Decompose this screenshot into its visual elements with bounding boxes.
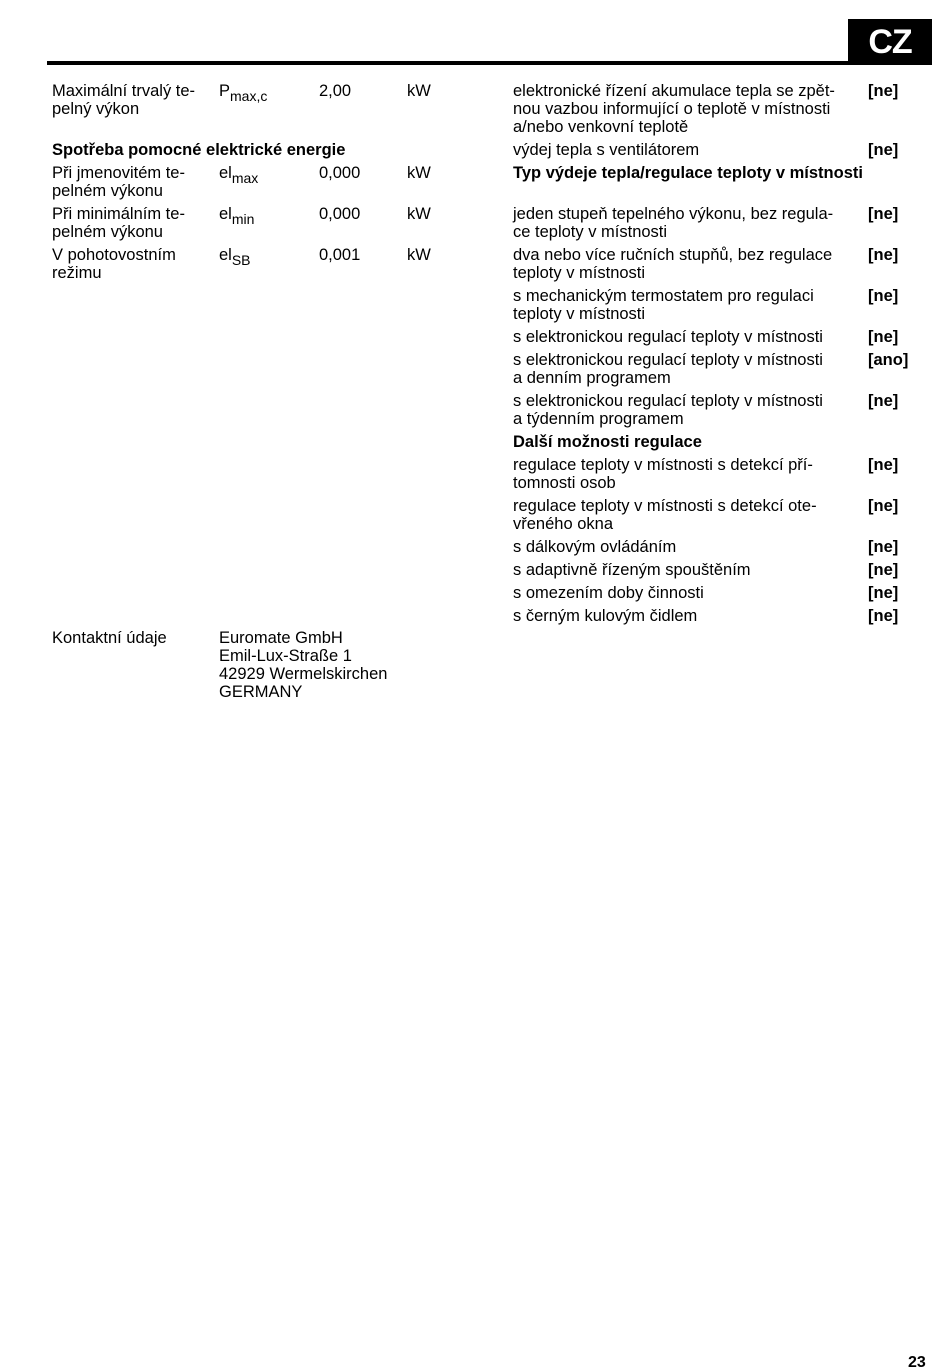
- control-answer: [ne]: [868, 392, 899, 410]
- control-answer: [ne]: [868, 287, 899, 305]
- row-unit: kW: [407, 246, 431, 264]
- control-text: s elektronickou regulací teploty v místnosti a týdenním programem: [513, 392, 823, 428]
- aux-energy-heading: Spotřeba pomocné elektrické energie: [52, 141, 346, 159]
- row-unit: kW: [407, 82, 431, 100]
- control-answer: [ne]: [868, 82, 899, 100]
- control-answer: [ne]: [868, 328, 899, 346]
- control-answer: [ne]: [868, 205, 899, 223]
- control-answer: [ne]: [868, 497, 899, 515]
- control-answer: [ne]: [868, 141, 899, 159]
- control-text: dva nebo více ručních stupňů, bez regulace teploty v místnosti: [513, 246, 833, 282]
- address-line: Euromate GmbH: [219, 629, 343, 647]
- control-answer: [ne]: [868, 584, 899, 602]
- row-value: 2,00: [319, 82, 352, 100]
- address-line: 42929 Wermelskirchen: [219, 665, 388, 683]
- control-answer: [ne]: [868, 246, 899, 264]
- address-line: Emil-Lux-Straße 1: [219, 647, 352, 665]
- control-answer: [ne]: [868, 456, 899, 474]
- contact-label: Kontaktní údaje: [52, 629, 167, 647]
- other-control-heading: Další možnosti regulace: [513, 433, 702, 451]
- language-badge: CZ: [848, 19, 932, 65]
- control-text: regulace teploty v místnosti s detekcí pří- tomnosti osob: [513, 456, 813, 492]
- control-answer: [ano]: [868, 351, 909, 369]
- control-answer: [ne]: [868, 538, 899, 556]
- row-value: 0,001: [319, 246, 361, 264]
- control-text: s černým kulovým čidlem: [513, 607, 698, 625]
- row-label: Při jmenovitém te- pelném výkonu: [52, 164, 185, 200]
- row-value: 0,000: [319, 164, 361, 182]
- control-text: elektronické řízení akumulace tepla se zpět- nou vazbou informující o teplotě v místnosti a/nebo venkovní teplotě: [513, 82, 835, 136]
- row-value: 0,000: [319, 205, 361, 223]
- control-text: s elektronickou regulací teploty v místnosti a denním programem: [513, 351, 823, 387]
- row-symbol: $P_{max,c}$: [219, 82, 268, 104]
- row-symbol: $el_{min}$: [219, 205, 255, 227]
- row-label: V pohotovostním režimu: [52, 246, 176, 282]
- control-text: s omezením doby činnosti: [513, 584, 704, 602]
- page-number: 23: [908, 1354, 926, 1371]
- control-text: jeden stupeň tepelného výkonu, bez regula- ce teploty v místnosti: [513, 205, 834, 241]
- row-label: Maximální trvalý te- pelný výkon: [52, 82, 196, 118]
- control-text: regulace teploty v místnosti s detekcí ote- vřeného okna: [513, 497, 817, 533]
- control-text: s elektronickou regulací teploty v místnosti: [513, 328, 823, 346]
- control-text: s mechanickým termostatem pro regulaci teploty v místnosti: [513, 287, 814, 323]
- row-label: Při minimálním te- pelném výkonu: [52, 205, 185, 241]
- row-symbol: $el_{SB}$: [219, 246, 251, 268]
- contact-address: [219, 629, 387, 701]
- control-text: s dálkovým ovládáním: [513, 538, 677, 556]
- address-line: GERMANY: [219, 683, 303, 701]
- row-unit: kW: [407, 164, 431, 182]
- control-answer: [ne]: [868, 607, 899, 625]
- row-symbol: $el_{max}$: [219, 164, 259, 186]
- row-unit: kW: [407, 205, 431, 223]
- header-rule: [47, 61, 932, 65]
- heat-output-type-heading: Typ výdeje tepla/regulace teploty v místnosti: [513, 164, 863, 182]
- control-text: s adaptivně řízeným spouštěním: [513, 561, 751, 579]
- control-answer: [ne]: [868, 561, 899, 579]
- control-text: výdej tepla s ventilátorem: [513, 141, 700, 159]
